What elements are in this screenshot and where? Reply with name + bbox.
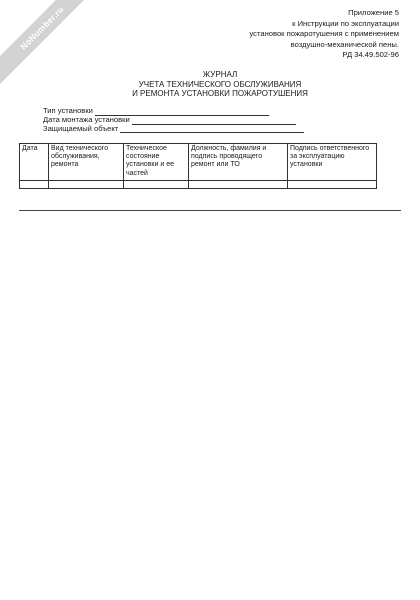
column-header-performer: Должность, фамилия и подпись проводящего ремонт или ТО (189, 144, 288, 181)
appendix-block (179, 8, 399, 61)
field-label: Дата монтажа установки (43, 114, 130, 124)
appendix-line: к Инструкции по эксплуатации (292, 18, 399, 28)
title-line: И РЕМОНТА УСТАНОВКИ ПОЖАРОТУШЕНИЯ (132, 89, 308, 99)
table-cell[interactable] (20, 180, 49, 188)
column-header-service-type: Вид технического обслуживания, ремонта (49, 144, 124, 181)
appendix-line: Приложение 5 (348, 8, 399, 17)
appendix-line: установок пожаротушения с применением (249, 29, 399, 38)
fill-in-line[interactable] (132, 117, 296, 125)
appendix-line: воздушно-механической пены. (290, 39, 399, 49)
document-title (80, 70, 360, 99)
appendix-line: РД 34.49.502-96 (342, 50, 399, 59)
table-row (20, 180, 377, 188)
title-line: ЖУРНАЛ (202, 70, 238, 79)
horizontal-rule (19, 210, 401, 211)
title-line: УЧЕТА ТЕХНИЧЕСКОГО ОБСЛУЖИВАНИЯ (138, 79, 302, 89)
journal-table (19, 143, 377, 189)
table-cell[interactable] (49, 180, 124, 188)
table-cell[interactable] (189, 180, 288, 188)
field-label: Защищаемый объект (43, 123, 119, 133)
form-fields (43, 107, 343, 133)
watermark-text: NoNumber.ru (18, 4, 66, 52)
column-header-date: Дата (20, 144, 49, 181)
field-label: Тип установки (43, 106, 93, 115)
table-cell[interactable] (288, 180, 377, 188)
field-protected-object (43, 125, 343, 134)
column-header-responsible-signature: Подпись ответственного за эксплуатацию установки (288, 144, 377, 181)
column-header-condition: Техническое состояние установки и ее частей (124, 144, 189, 181)
fill-in-line[interactable] (120, 125, 304, 133)
table-header-row (20, 144, 377, 181)
table-cell[interactable] (124, 180, 189, 188)
